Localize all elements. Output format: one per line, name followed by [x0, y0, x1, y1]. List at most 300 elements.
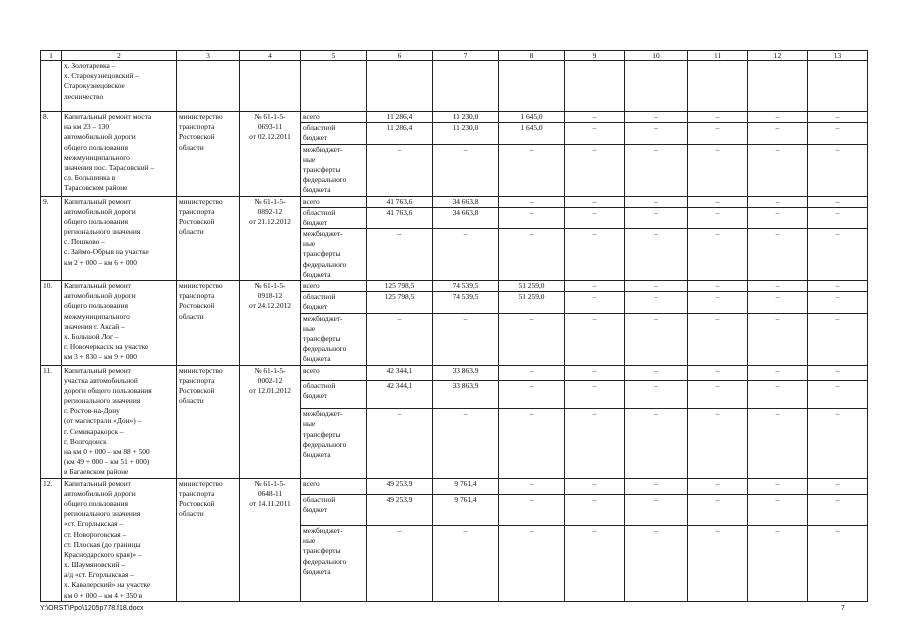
expertise-doc-line: от 14.11.2011 — [249, 498, 291, 508]
amount-cell: 74 539,5 — [433, 281, 499, 292]
amount-cell: – — [565, 229, 625, 281]
amount-cell: – — [688, 196, 748, 207]
amount-cell: – — [808, 229, 868, 281]
project-name-line: а/д «ст. Егорлыкская – — [64, 570, 134, 580]
empty-cell — [565, 61, 625, 112]
funding-source-cell — [301, 229, 367, 281]
amount-cell: – — [499, 144, 565, 196]
empty-cell — [748, 61, 808, 112]
amount-cell: – — [367, 313, 433, 365]
funding-source-line: трансферты — [303, 164, 341, 174]
column-header-10: 10 — [625, 51, 688, 61]
expertise-doc-cell — [240, 196, 301, 281]
funding-source-cell — [301, 526, 367, 602]
amount-cell: – — [808, 196, 868, 207]
funding-source-cell — [301, 380, 367, 409]
amount-cell: – — [748, 365, 808, 380]
amount-cell: – — [748, 526, 808, 602]
project-name-line: общего пользования — [64, 498, 128, 508]
expertise-doc-cell — [240, 365, 301, 478]
funding-source-line: бюджета — [303, 449, 331, 459]
project-name-line: ст. Новороговская – — [64, 529, 127, 539]
project-name-line: значения г. Аксай – — [64, 321, 125, 331]
amount-cell: – — [808, 380, 868, 409]
project-name-line: регионального значения — [64, 509, 141, 519]
funding-source-line: областной — [303, 123, 336, 133]
amount-cell: – — [748, 281, 808, 292]
project-name-line: Капитальный ремонт — [64, 196, 131, 206]
amount-cell: – — [565, 409, 625, 478]
amount-cell: – — [499, 526, 565, 602]
table-row — [41, 196, 868, 207]
project-name-line: Старокузнецовское — [64, 81, 125, 91]
project-name-line: Капитальный ремонт моста — [64, 112, 152, 121]
project-name-line: общего пользования — [64, 216, 128, 226]
amount-cell: 49 253,9 — [367, 478, 433, 494]
amount-cell: – — [688, 112, 748, 123]
empty-cell — [499, 61, 565, 112]
amount-cell: – — [688, 229, 748, 281]
funding-source-line: всего — [303, 196, 320, 206]
project-name-cell — [62, 112, 177, 197]
funding-source-line: областной — [303, 207, 336, 217]
project-name-line: межмуниципального — [64, 152, 130, 162]
project-name-cell — [62, 196, 177, 281]
project-name-line: лесничество — [64, 91, 104, 101]
funding-source-line: ные — [303, 536, 316, 546]
column-header-11: 11 — [688, 51, 748, 61]
funding-source-line: федерального — [303, 556, 347, 566]
funding-source-line: бюджет — [303, 133, 328, 143]
project-name-line: х. Золотаревка – — [64, 61, 116, 70]
amount-cell: – — [688, 380, 748, 409]
project-name-line: км 0 + 000 – км 4 + 350 в — [64, 590, 143, 600]
customer-line: области — [179, 142, 204, 152]
amount-cell: – — [748, 123, 808, 144]
row-number: 9. — [41, 196, 62, 281]
amount-cell: – — [748, 478, 808, 494]
amount-cell: – — [433, 229, 499, 281]
project-name-line: сл. Большинка в — [64, 173, 116, 183]
project-name-line: дороги общего пользования — [64, 385, 152, 395]
amount-cell: – — [625, 207, 688, 228]
amount-cell: 51 259,0 — [499, 292, 565, 313]
project-name-line: «ст. Егорлыкская – — [64, 519, 124, 529]
project-name-cell — [62, 478, 177, 601]
expertise-doc-line: 0648-11 — [257, 488, 283, 498]
amount-cell: – — [565, 313, 625, 365]
amount-cell: – — [565, 123, 625, 144]
funding-source-line: ные — [303, 239, 316, 249]
funding-source-line: трансферты — [303, 249, 341, 259]
empty-cell — [625, 61, 688, 112]
project-name-line: Тарасовском районе — [64, 183, 128, 193]
amount-cell: – — [688, 123, 748, 144]
amount-cell: – — [625, 144, 688, 196]
amount-cell: – — [625, 292, 688, 313]
project-name-line: г. Новочеркасск на участке — [64, 342, 149, 352]
amount-cell: – — [625, 478, 688, 494]
amount-cell: – — [808, 409, 868, 478]
amount-cell: – — [367, 144, 433, 196]
project-name-line: межмуниципального — [64, 311, 130, 321]
amount-cell: – — [433, 144, 499, 196]
column-header-9: 9 — [565, 51, 625, 61]
funding-source-cell — [301, 313, 367, 365]
empty-cell — [367, 61, 433, 112]
amount-cell: – — [688, 144, 748, 196]
funding-source-cell — [301, 112, 367, 123]
amount-cell: 1 645,0 — [499, 112, 565, 123]
amount-cell: – — [565, 112, 625, 123]
row-number: 11. — [41, 365, 62, 478]
column-header-5: 5 — [301, 51, 367, 61]
project-name-line: ст. Плоская (до границы — [64, 539, 141, 549]
expertise-doc-line: 0693-11 — [257, 122, 283, 132]
customer-line: министерство — [179, 365, 223, 375]
amount-cell: 9 761,4 — [433, 478, 499, 494]
project-name-line: г. Ростов-на-Дону — [64, 406, 120, 416]
funding-source-line: бюджет — [303, 302, 328, 312]
customer-line: министерство — [179, 478, 223, 488]
customer-line: Ростовской — [179, 216, 215, 226]
funding-source-cell — [301, 292, 367, 313]
amount-cell: 49 253,9 — [367, 494, 433, 525]
project-name-line: Капитальный ремонт — [64, 281, 131, 291]
amount-cell: 11 230,0 — [433, 112, 499, 123]
funding-source-line: межбюджет- — [303, 313, 343, 323]
amount-cell: – — [367, 229, 433, 281]
funding-source-line: ные — [303, 419, 316, 429]
funding-source-line: бюджета — [303, 269, 331, 279]
project-name-line: с. Займо-Обрыв на участке — [64, 247, 149, 257]
project-name-line: с. Пешково – — [64, 237, 105, 247]
funding-source-cell — [301, 196, 367, 207]
empty-cell — [301, 61, 367, 112]
customer-line: области — [179, 509, 204, 519]
project-name-cell — [62, 365, 177, 478]
project-name-line: х. Кавалерский» на участке — [64, 580, 151, 590]
funding-source-cell — [301, 207, 367, 228]
funding-source-line: областной — [303, 494, 336, 504]
funding-source-cell — [301, 478, 367, 494]
funding-source-line: федерального — [303, 175, 347, 185]
project-name-line: х. Большой Лог – — [64, 331, 119, 341]
empty-cell — [41, 61, 62, 112]
amount-cell: – — [808, 207, 868, 228]
amount-cell: 34 663,8 — [433, 196, 499, 207]
amount-cell: – — [688, 494, 748, 525]
amount-cell: 42 344,1 — [367, 365, 433, 380]
table-row — [41, 478, 868, 494]
amount-cell: 41 763,6 — [367, 207, 433, 228]
customer-cell — [177, 478, 240, 601]
project-name-line: км 2 + 000 – км 6 + 000 — [64, 257, 137, 267]
expertise-doc-line: от 24.12.2012 — [249, 301, 291, 311]
amount-cell: – — [565, 526, 625, 602]
project-name-cell — [62, 281, 177, 366]
amount-cell: – — [748, 313, 808, 365]
amount-cell: 11 230,0 — [433, 123, 499, 144]
project-name-line: на км 23 – 130 — [64, 122, 110, 132]
amount-cell: – — [748, 494, 808, 525]
amount-cell: – — [748, 144, 808, 196]
amount-cell: 33 863,9 — [433, 380, 499, 409]
project-name-line: Капитальный ремонт — [64, 478, 131, 488]
column-header-6: 6 — [367, 51, 433, 61]
funding-table — [40, 50, 868, 602]
funding-source-line: федерального — [303, 259, 347, 269]
row-number: 12. — [41, 478, 62, 601]
amount-cell: – — [565, 196, 625, 207]
amount-cell: – — [808, 292, 868, 313]
empty-cell — [177, 61, 240, 112]
customer-line: транспорта — [179, 122, 215, 132]
amount-cell: – — [808, 144, 868, 196]
amount-cell: – — [748, 207, 808, 228]
customer-cell — [177, 196, 240, 281]
amount-cell: – — [808, 365, 868, 380]
project-name-line: (от магистрали «Дон») – — [64, 416, 142, 426]
customer-line: области — [179, 311, 204, 321]
amount-cell: 33 863,9 — [433, 365, 499, 380]
customer-line: Ростовской — [179, 301, 215, 311]
project-name-line: автомобильной дороги — [64, 132, 136, 142]
amount-cell: – — [688, 478, 748, 494]
funding-source-line: ные — [303, 323, 316, 333]
amount-cell: – — [625, 123, 688, 144]
amount-cell: – — [625, 313, 688, 365]
customer-line: транспорта — [179, 488, 215, 498]
customer-line: области — [179, 396, 204, 406]
customer-line: министерство — [179, 281, 223, 291]
project-name-line: х. Шаумяновский – — [64, 560, 125, 570]
amount-cell: 74 539,5 — [433, 292, 499, 313]
amount-cell: 51 259,0 — [499, 281, 565, 292]
amount-cell: – — [748, 380, 808, 409]
amount-cell: – — [565, 478, 625, 494]
amount-cell: – — [499, 207, 565, 228]
funding-source-line: бюджет — [303, 390, 328, 400]
expertise-doc-line: 0002-12 — [257, 375, 283, 385]
amount-cell: – — [688, 292, 748, 313]
amount-cell: 11 286,4 — [367, 112, 433, 123]
funding-source-line: ные — [303, 154, 316, 164]
project-name-line: общего пользования — [64, 301, 128, 311]
page-number: 7 — [841, 605, 845, 612]
amount-cell: – — [688, 409, 748, 478]
amount-cell: – — [688, 313, 748, 365]
amount-cell: – — [565, 281, 625, 292]
funding-source-cell — [301, 281, 367, 292]
row-number: 10. — [41, 281, 62, 366]
empty-cell — [433, 61, 499, 112]
amount-cell: – — [625, 494, 688, 525]
project-name-line: на км 0 + 000 – км 88 + 500 — [64, 447, 150, 457]
column-header-7: 7 — [433, 51, 499, 61]
amount-cell: – — [688, 526, 748, 602]
expertise-doc-line: от 02.12.2011 — [249, 132, 291, 142]
funding-source-line: всего — [303, 365, 320, 375]
empty-cell — [808, 61, 868, 112]
funding-source-line: областной — [303, 380, 336, 390]
amount-cell: – — [808, 313, 868, 365]
customer-line: Ростовской — [179, 385, 215, 395]
amount-cell: – — [499, 196, 565, 207]
funding-source-line: трансферты — [303, 546, 341, 556]
funding-source-line: всего — [303, 281, 320, 291]
project-name-line: значения пос. Тарасовский – — [64, 162, 155, 172]
amount-cell: – — [748, 112, 808, 123]
column-header-2: 2 — [62, 51, 177, 61]
amount-cell: – — [808, 123, 868, 144]
customer-cell — [177, 112, 240, 197]
continued-row — [41, 61, 868, 112]
expertise-doc-line: № 61-1-5- — [254, 196, 286, 206]
expertise-doc-cell — [240, 478, 301, 601]
amount-cell: – — [367, 409, 433, 478]
table-row — [41, 365, 868, 380]
amount-cell: – — [688, 207, 748, 228]
expertise-doc-line: № 61-1-5- — [254, 365, 286, 375]
funding-source-cell — [301, 123, 367, 144]
expertise-doc-cell — [240, 281, 301, 366]
column-header-13: 13 — [808, 51, 868, 61]
amount-cell: 125 798,5 — [367, 292, 433, 313]
amount-cell: – — [688, 365, 748, 380]
project-name-line: общего пользования — [64, 142, 128, 152]
amount-cell: 9 761,4 — [433, 494, 499, 525]
customer-line: области — [179, 227, 204, 237]
amount-cell: – — [499, 409, 565, 478]
amount-cell: – — [748, 292, 808, 313]
expertise-doc-line: 0892-12 — [257, 206, 283, 216]
customer-cell — [177, 365, 240, 478]
customer-line: министерство — [179, 112, 223, 121]
amount-cell: – — [565, 380, 625, 409]
amount-cell: – — [808, 494, 868, 525]
funding-source-line: федерального — [303, 439, 347, 449]
funding-source-line: бюджета — [303, 354, 331, 364]
expertise-doc-line: № 61-1-5- — [254, 281, 286, 291]
empty-cell — [688, 61, 748, 112]
column-header-8: 8 — [499, 51, 565, 61]
customer-line: транспорта — [179, 206, 215, 216]
amount-cell: – — [499, 313, 565, 365]
amount-cell: – — [808, 112, 868, 123]
amount-cell: – — [499, 365, 565, 380]
project-name-line: регионального значения — [64, 396, 141, 406]
amount-cell: – — [625, 281, 688, 292]
expertise-doc-line: от 12.01.2012 — [249, 385, 291, 395]
expertise-doc-line: 0918-12 — [257, 291, 283, 301]
project-name-line: регионального значения — [64, 227, 141, 237]
project-name-line: км 3 + 830 – км 9 + 000 — [64, 352, 137, 362]
amount-cell: – — [625, 380, 688, 409]
project-name-line: (км 49 + 000 – км 51 + 000) — [64, 457, 150, 467]
amount-cell: – — [565, 207, 625, 228]
funding-source-line: межбюджет- — [303, 144, 343, 154]
amount-cell: – — [367, 526, 433, 602]
funding-source-line: всего — [303, 112, 320, 121]
amount-cell: 125 798,5 — [367, 281, 433, 292]
column-header-1: 1 — [41, 51, 62, 61]
amount-cell: 11 286,4 — [367, 123, 433, 144]
amount-cell: – — [433, 313, 499, 365]
amount-cell: – — [808, 478, 868, 494]
amount-cell: – — [499, 478, 565, 494]
empty-cell — [240, 61, 301, 112]
expertise-doc-line: № 61-1-5- — [254, 112, 286, 121]
customer-line: министерство — [179, 196, 223, 206]
customer-line: Ростовской — [179, 498, 215, 508]
column-header-12: 12 — [748, 51, 808, 61]
expertise-doc-cell — [240, 112, 301, 197]
project-name-line: х. Старокузнецовский – — [64, 71, 139, 81]
funding-source-line: бюджет — [303, 505, 328, 515]
amount-cell: – — [625, 526, 688, 602]
column-header-4: 4 — [240, 51, 301, 61]
amount-cell: – — [748, 196, 808, 207]
amount-cell: – — [565, 144, 625, 196]
funding-source-line: межбюджет- — [303, 409, 343, 419]
column-header-3: 3 — [177, 51, 240, 61]
amount-cell: – — [808, 526, 868, 602]
amount-cell: – — [748, 409, 808, 478]
project-name-cell — [62, 61, 177, 112]
expertise-doc-line: № 61-1-5- — [254, 478, 286, 488]
funding-source-line: трансферты — [303, 429, 341, 439]
project-name-line: в Багаевском районе — [64, 467, 129, 477]
funding-source-line: бюджет — [303, 217, 328, 227]
amount-cell: – — [499, 229, 565, 281]
amount-cell: – — [625, 365, 688, 380]
amount-cell: 42 344,1 — [367, 380, 433, 409]
amount-cell: – — [565, 365, 625, 380]
amount-cell: – — [625, 112, 688, 123]
amount-cell: – — [748, 229, 808, 281]
expertise-doc-line: от 21.12.2012 — [249, 216, 291, 226]
amount-cell: – — [565, 292, 625, 313]
project-name-line: г. Семикаракорск – — [64, 426, 124, 436]
funding-source-line: межбюджет- — [303, 526, 343, 536]
project-name-line: Капитальный ремонт — [64, 365, 131, 375]
funding-source-cell — [301, 409, 367, 478]
funding-source-line: федерального — [303, 344, 347, 354]
amount-cell: – — [625, 196, 688, 207]
document-file-path: Y:\ORST\Ppo\1205p778.f18.docx — [40, 605, 144, 612]
project-name-line: участка автомобильной — [64, 375, 138, 385]
row-number: 8. — [41, 112, 62, 197]
customer-cell — [177, 281, 240, 366]
amount-cell: – — [808, 281, 868, 292]
funding-source-cell — [301, 494, 367, 525]
amount-cell: – — [625, 229, 688, 281]
project-name-line: Краснодарского края)» – — [64, 549, 142, 559]
amount-cell: 41 763,6 — [367, 196, 433, 207]
amount-cell: – — [565, 494, 625, 525]
funding-source-cell — [301, 365, 367, 380]
amount-cell: – — [433, 526, 499, 602]
funding-source-cell — [301, 144, 367, 196]
amount-cell: – — [688, 281, 748, 292]
column-number-header-row — [41, 51, 868, 61]
amount-cell: 1 645,0 — [499, 123, 565, 144]
funding-source-line: межбюджет- — [303, 229, 343, 239]
table-row — [41, 281, 868, 292]
funding-source-line: всего — [303, 478, 320, 488]
amount-cell: – — [499, 380, 565, 409]
